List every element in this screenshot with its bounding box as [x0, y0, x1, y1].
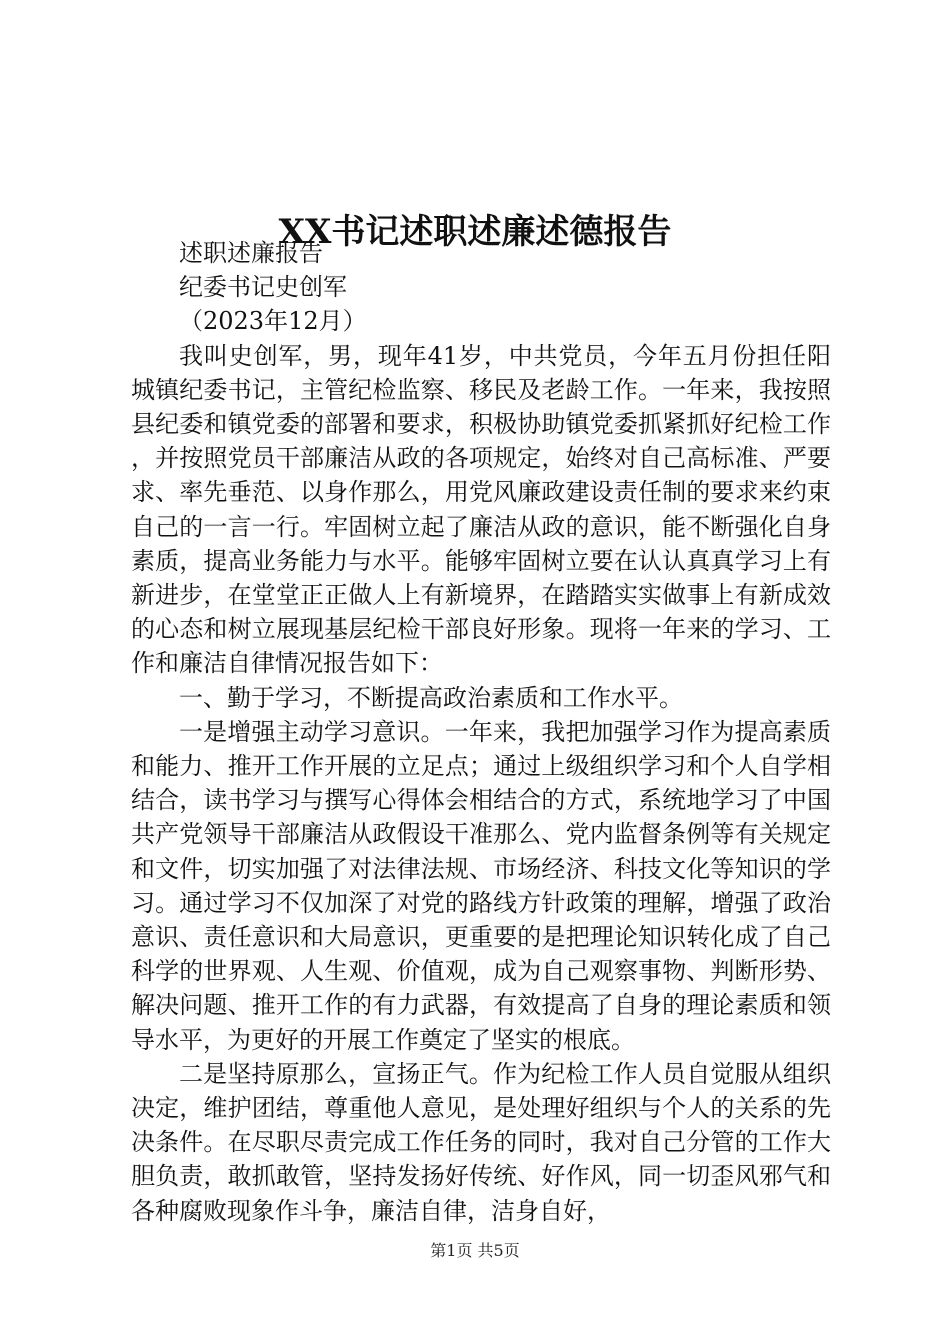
page-number-footer: 第1页 共5页 [430, 1241, 520, 1260]
paragraph-study: 一是增强主动学习意识。一年来，我把加强学习作为提高素质和能力、推开工作开展的立足点；通过上级组织学习和个人自学相结合，读书学习与撰写心得体会相结合的方式，系统地学习了中国共产党领导干部廉洁从政假设干准那么、党内监督条例等有关规定和文件，切实加强了对法律法规、市场经济、科技文化等知识的学习。通过学习不仅加深了对党的路线方针政策的理解，增强了政治意识、责任意识和大局意识，更重要的是把理论知识转化成了自己科学的世界观、人生观、价值观，成为自己观察事物、判断形势、解决问题、推开工作的有力武器，有效提高了自身的理论素质和领导水平，为更好的开展工作奠定了坚实的根底。 [131, 717, 831, 1054]
paragraph-section-heading: 一、勤于学习，不断提高政治素质和工作水平。 [179, 683, 683, 712]
paragraph-principles: 二是坚持原那么，宣扬正气。作为纪检工作人员自觉服从组织决定，维护团结，尊重他人意见，是处理好组织与个人的关系的先决条件。在尽职尽责完成工作任务的同时，我对自己分管的工作大胆负责，敢抓敢管，坚持发扬好传统、好作风，同一切歪风邪气和各种腐败现象作斗争，廉洁自律，洁身自好， [131, 1059, 831, 1225]
document-body [131, 236, 831, 1228]
paragraph-introduction: 我叫史创军，男，现年41岁，中共党员，今年五月份担任阳城镇纪委书记，主管纪检监察、移民及老龄工作。一年来，我按照县纪委和镇党委的部署和要求，积极协助镇党委抓紧抓好纪检工作，并按照党员干部廉洁从政的各项规定，始终对自己高标准、严要求、率先垂范、以身作那么，用党风廉政建设责任制的要求来约束自己的一言一行。牢固树立起了廉洁从政的意识，能不断强化自身素质，提高业务能力与水平。能够牢固树立要在认认真真学习上有新进步，在堂堂正正做人上有新境界，在踏踏实实做事上有新成效的心态和树立展现基层纪检干部良好形象。现将一年来的学习、工作和廉洁自律情况报告如下： [131, 341, 831, 678]
document-title: XX书记述职述廉述德报告 [278, 211, 672, 252]
paragraph-author: 纪委书记史创军 [179, 273, 347, 302]
paragraph-report-subtitle: 述职述廉报告 [179, 239, 323, 267]
paragraph-date: （2023年12月） [179, 307, 367, 336]
